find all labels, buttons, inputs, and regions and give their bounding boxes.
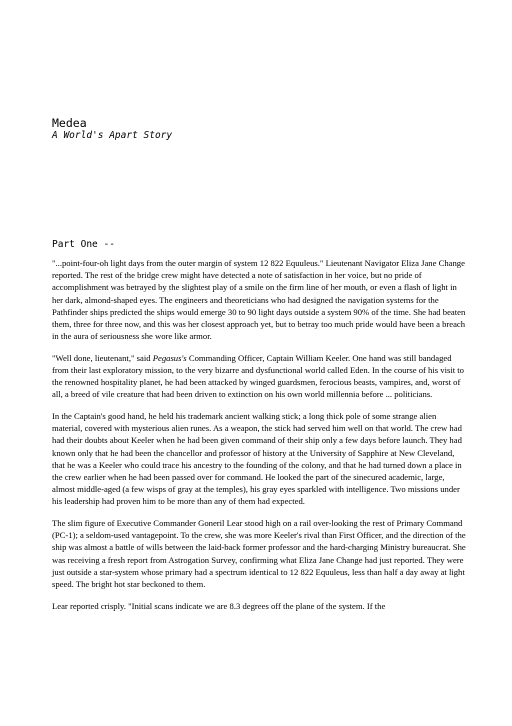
paragraph-4: The slim figure of Executive Commander Goneril Lear stood high on a rail over-looking the rest of Primary Command (PC-1); a seldom-used vantagepoint. To the crew, she was more Keeler's rival than First Officer, and the direction of the ship was almost a battle of wills between the laid-back former professor and the hard-charging Ministry bureaucrat. She was receiving a fresh report from Astrogation Survey, confirming what Eliza Jane Change had just reported. They were just outside a star-system whose primary had a spectrum identical to 12 822 Equuleus, less than half a day away at light speed. The bright hot star beckoned to them. [52, 518, 466, 590]
ship-name-emphasis: Pegasus's [152, 352, 187, 363]
paragraph-2-rest: Commanding Officer, Captain William Keeler. One hand was still bandaged from their last exploratory mission, to the very bizarre and dysfunctional world called Eden. In the course of his visit to the renowned hospitality planet, he had been attacked by winged guardsmen, ferocious beasts, vampires, and, worst of all, a breed of vile creature that had been driven to extinction on his own world millennia before ... politicians. [52, 352, 464, 400]
document-subtitle: A World's Apart Story [52, 130, 173, 141]
paragraph-2 [52, 352, 468, 401]
paragraph-1: "...point-four-oh light days from the outer margin of system 12 822 Equuleus." Lieutenant Navigator Eliza Jane Change reported. The rest of the bridge crew might have detected a note of satisfaction in her voice, but no pride of accomplishment was betrayed by the slightest play of a smile on the firm line of her mouth, or even a flash of light in her dark, almond-shaped eyes. The engineers and theoreticians who had designed the navigation systems for the Pathfinder ships predicted the ships would emerge 30 to 90 light days outside a system 90% of the time. She had beaten them, three for three now, and this was her closest approach yet, but to betray too much pride would have been a breach in the aura of seriousness she wore like armor. [52, 258, 466, 342]
paragraph-3: In the Captain's good hand, he held his trademark ancient walking stick; a long thick pole of some strange alien material, covered with mysterious alien runes. As a weapon, the stick had served him well on that world. The crew had had their doubts about Keeler when he had been given command of their ship only a few days before launch. They had known only that he had been the chancellor and professor of history at the University of Sapphire at New Cleveland, that he was a Keeler who could trace his ancestry to the founding of the colony, and that he had turned down a place in the crew earlier when he had been passed over for command. He looked the part of the sinecured academic, large, almost middle-aged (a few wisps of gray at the temples), his gray eyes sparkled with intelligence. Two missions under his leadership had proven him to be more than any of them had expected. [52, 411, 462, 507]
title-block [52, 117, 172, 142]
document-title: Medea [52, 116, 87, 130]
section-heading: Part One -- [52, 239, 115, 250]
body-text [52, 257, 468, 621]
paragraph-2-lead: "Well done, lieutenant," said [52, 352, 153, 363]
paragraph-5: Lear reported crisply. "Initial scans indicate we are 8.3 degrees off the plane of the system. If the [52, 600, 386, 611]
